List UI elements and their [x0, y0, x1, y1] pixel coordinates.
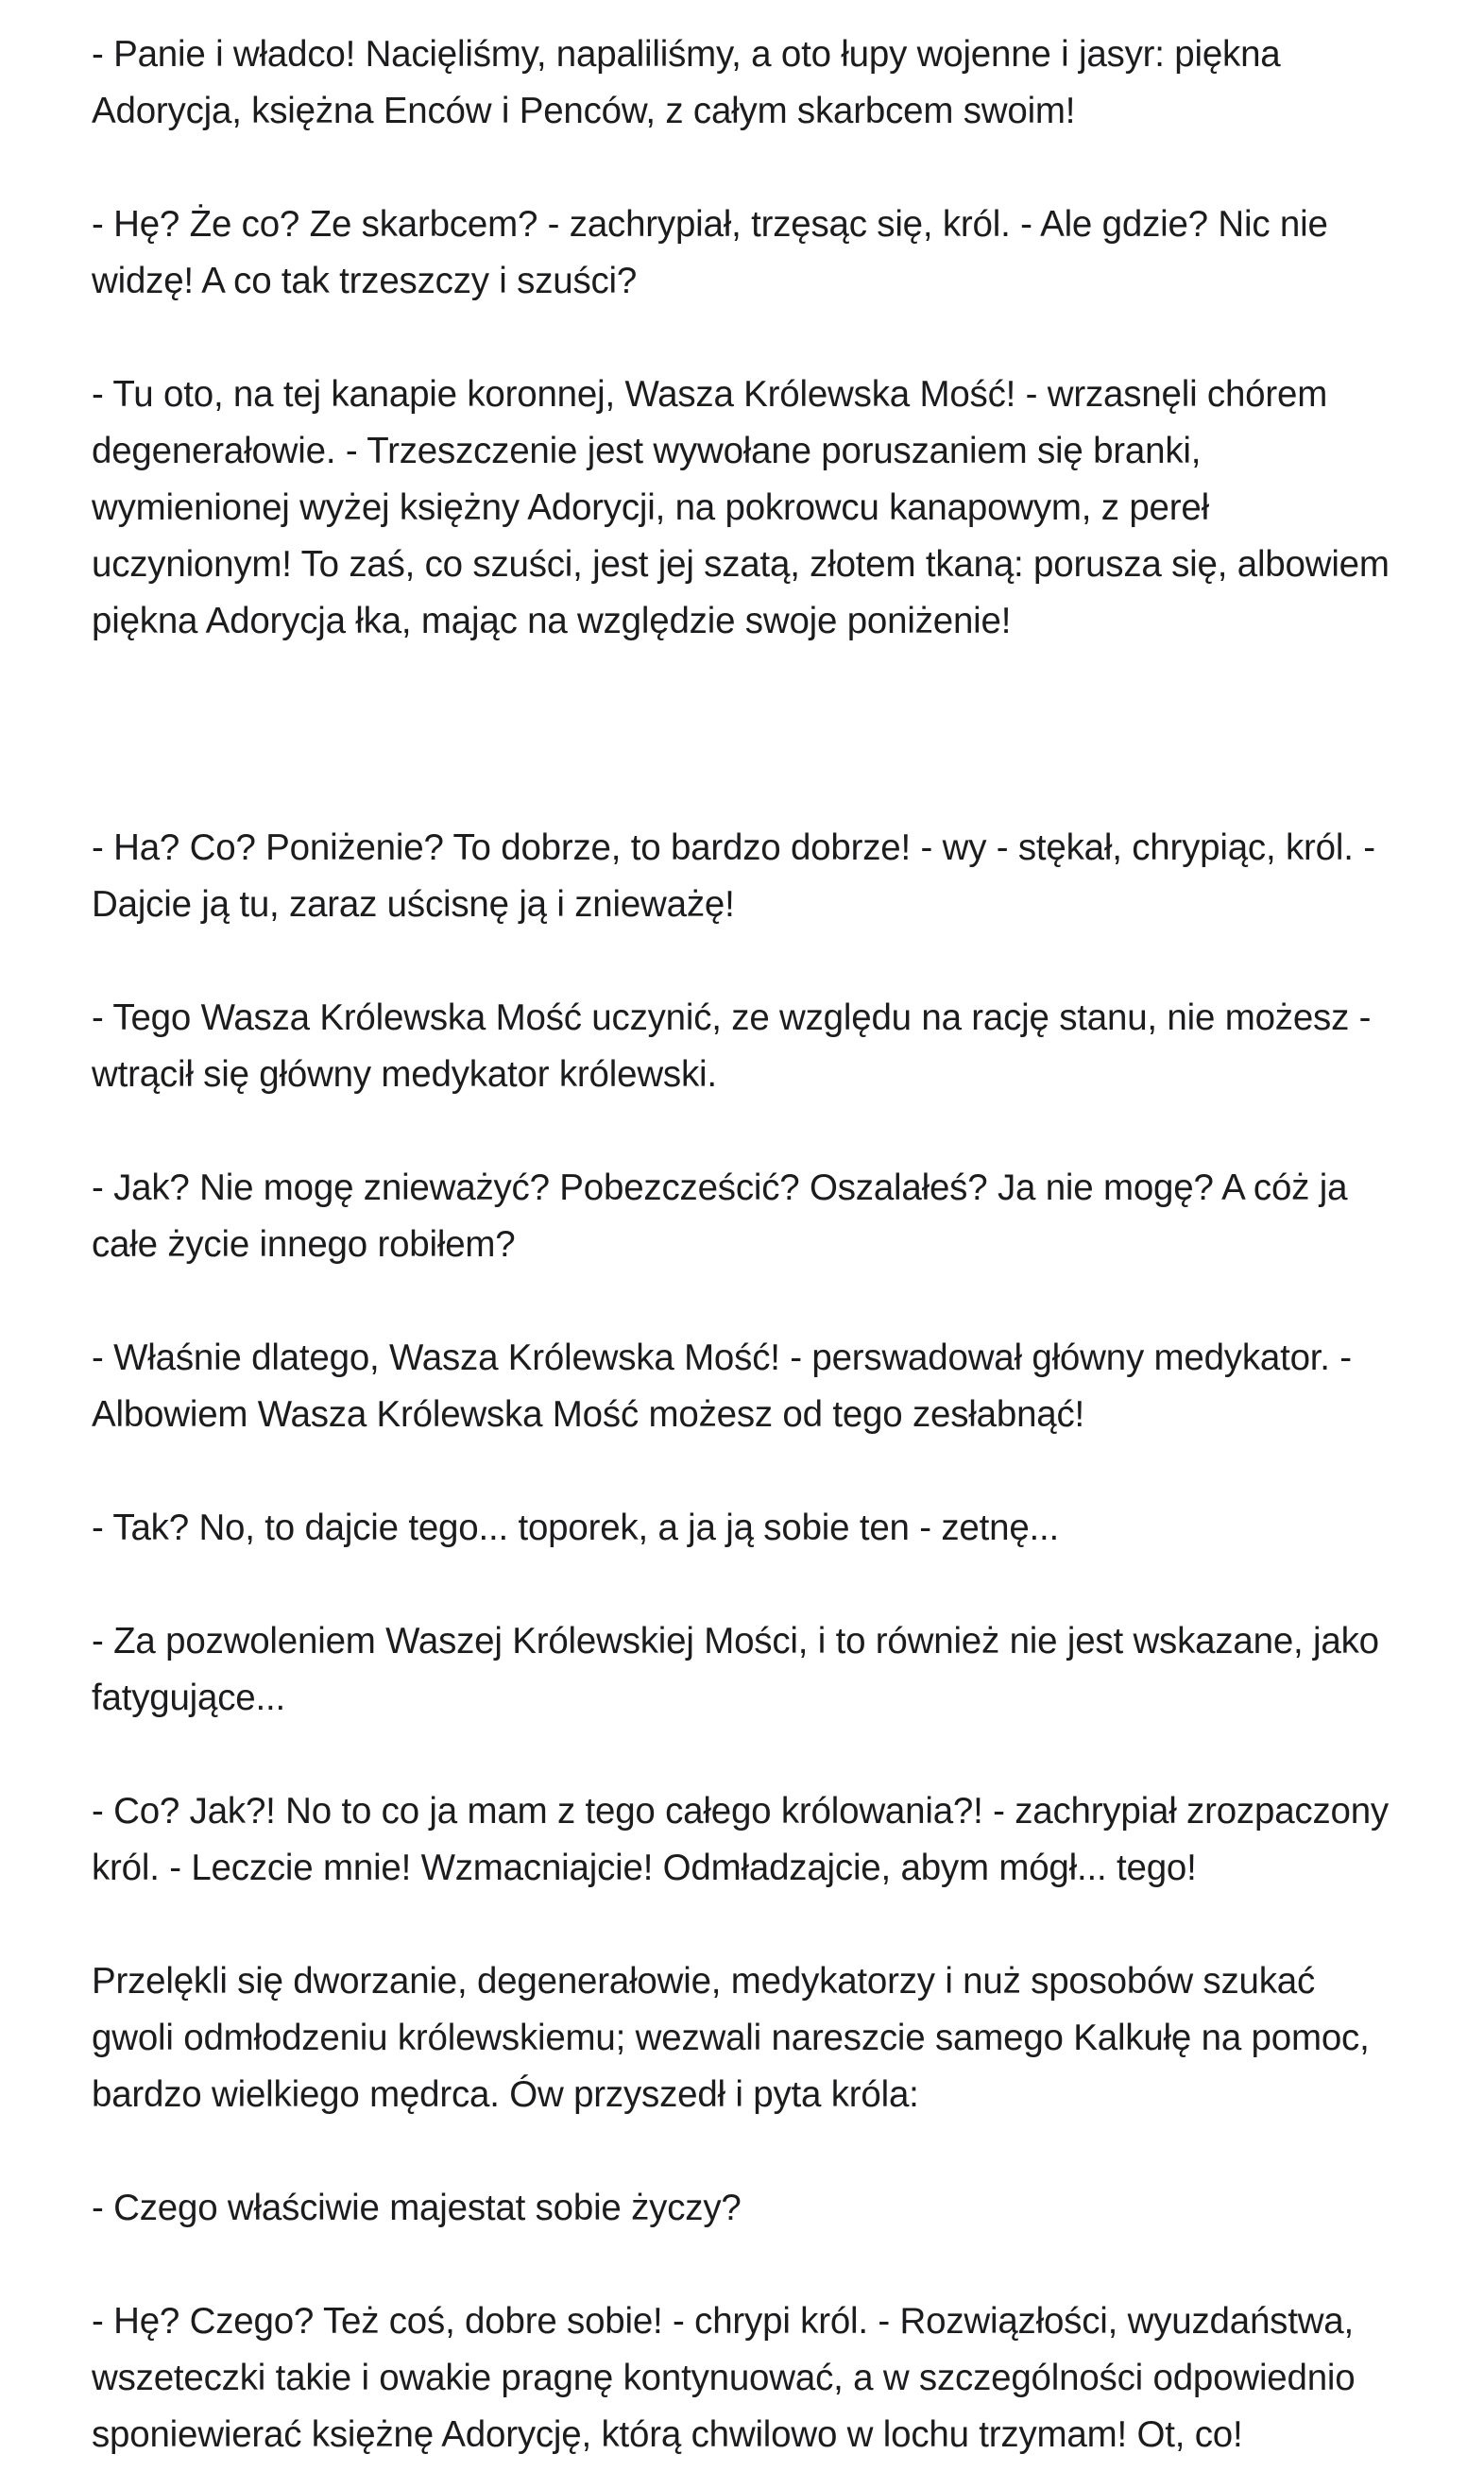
- paragraph-5: - Tego Wasza Królewska Mość uczynić, ze względu na rację stanu, nie możesz - wtrącił się główny medykator królewski.: [92, 997, 1381, 1095]
- paragraph-3: - Tu oto, na tej kanapie koronnej, Wasza Królewska Mość! - wrzasnęli chórem degenerałowie. - Trzeszczenie jest wywołane poruszaniem się branki, wymienionej wyżej księżny Adorycji, na pokrowcu kanapowym, z pereł uczynionym! To zaś, co szuści, jest jej szatą, złotem tkaną: porusza się, albowiem piękna Adorycja łka, mając na względzie swoje poniżenie!: [92, 374, 1400, 641]
- paragraph-2: - Hę? Że co? Ze skarbcem? - zachrypiał, trzęsąc się, król. - Ale gdzie? Nic nie widzę! A co tak trzeszczy i szuści?: [92, 204, 1339, 301]
- paragraph-13: - Hę? Czego? Też coś, dobre sobie! - chrypi król. - Rozwiązłości, wyuzdaństwa, wszeteczki takie i owakie pragnę kontynuować, a w szczególności odpowiednio sponiewierać księżnę Adorycję, którą chwilowo w lochu trzymam! Ot, co!: [92, 2301, 1366, 2455]
- paragraph-9: - Za pozwoleniem Waszej Królewskiej Mości, i to również nie jest wskazane, jako fatygujące...: [92, 1621, 1390, 1718]
- paragraph-4: - Ha? Co? Poniżenie? To dobrze, to bardzo dobrze! - wy - stękał, chrypiąc, król. - Dajcie ją tu, zaraz uścisnę ją i znieważę!: [92, 827, 1386, 925]
- paragraph-11: Przelękli się dworzanie, degenerałowie, medykatorzy i nuż sposobów szukać gwoli odmłodzeniu królewskiemu; wezwali nareszcie samego Kalkułę na pomoc, bardzo wielkiego mędrca. Ów przyszedł i pyta króla:: [92, 1961, 1380, 2115]
- paragraph-12: - Czego właściwie majestat sobie życzy?: [92, 2188, 742, 2228]
- section-gap: [92, 707, 1394, 820]
- paragraph-6: - Jak? Nie mogę znieważyć? Pobezcześcić? Oszalałeś? Ja nie mogę? A cóż ja całe życie innego robiłem?: [92, 1167, 1357, 1265]
- paragraph-10: - Co? Jak?! No to co ja mam z tego całego królowania?! - zachrypiał zrozpaczony król. - Leczcie mnie! Wzmacniajcie! Odmładzajcie, abym mógł... tego!: [92, 1791, 1399, 1888]
- paragraph-8: - Tak? No, to dajcie tego... toporek, a ja ją sobie ten - zetnę...: [92, 1508, 1060, 1548]
- paragraph-1: - Panie i władco! Nacięliśmy, napaliliśmy, a oto łupy wojenne i jasyr: piękna Adorycja, księżna Enców i Penców, z całym skarbcem swoim!: [92, 34, 1288, 131]
- paragraph-7: - Właśnie dlatego, Wasza Królewska Mość! - perswadował główny medykator. - Albowiem Wasza Królewska Mość możesz od tego zesłabnąć!: [92, 1338, 1360, 1435]
